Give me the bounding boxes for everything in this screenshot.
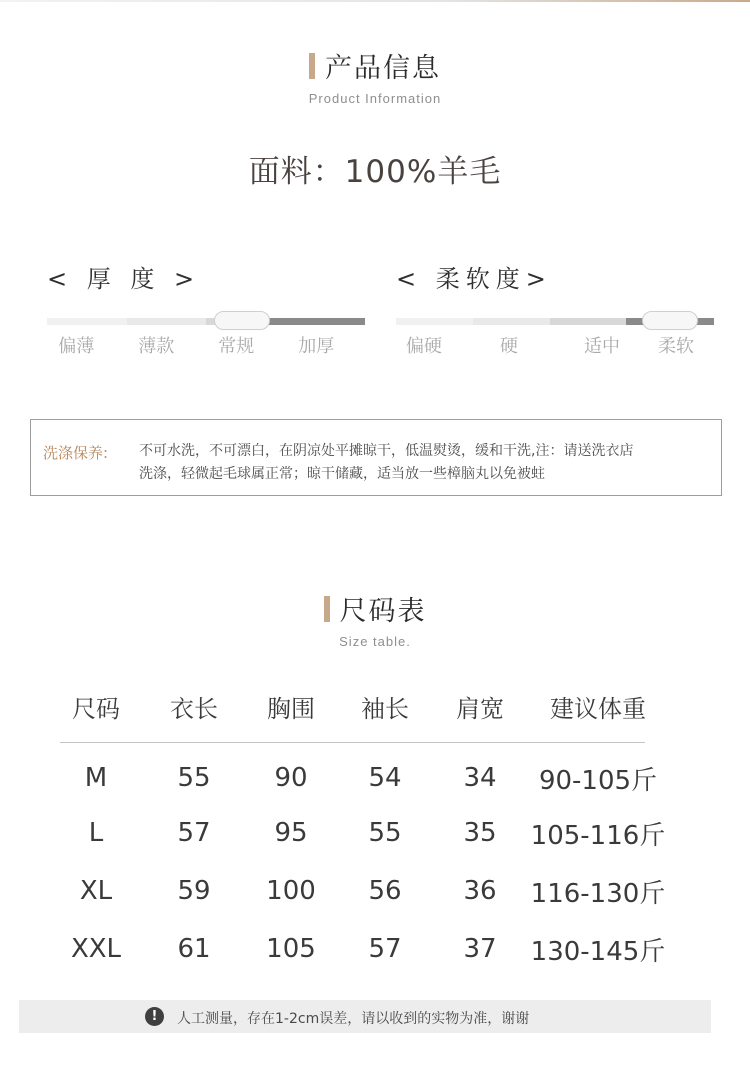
table-cell: 34 [463, 763, 497, 793]
thickness-indicator [214, 311, 270, 330]
title-accent-bar [309, 53, 315, 79]
softness-indicator [642, 311, 698, 330]
care-text [139, 440, 699, 486]
exclamation-icon: ! [145, 1007, 164, 1026]
column-header: 袖长 [361, 694, 409, 723]
care-label: 洗涤保养: [43, 444, 109, 462]
product-info-header [0, 46, 750, 106]
table-cell: 95 [274, 818, 308, 848]
thickness-track [47, 318, 365, 325]
thickness-level-label: 常规 [218, 336, 255, 357]
product-info-title-text: 产品信息 [325, 53, 441, 84]
track-segment [47, 318, 127, 325]
material-label: 面料：100%羊毛 [248, 154, 502, 190]
size-table-header [0, 589, 750, 649]
table-row [48, 746, 668, 804]
table-cell: 37 [463, 934, 497, 964]
table-row [48, 804, 668, 862]
table-cell: 54 [368, 763, 402, 793]
track-segment [550, 318, 626, 325]
softness-level-label: 柔软 [658, 336, 694, 357]
size-table-divider [60, 742, 645, 743]
column-header: 衣长 [170, 694, 218, 723]
column-header: 肩宽 [456, 694, 504, 723]
table-cell: 59 [177, 876, 211, 906]
title-accent-bar [324, 596, 330, 622]
table-cell: 116-130斤 [530, 878, 666, 909]
table-cell: 57 [177, 818, 211, 848]
thickness-level-label: 加厚 [298, 336, 335, 357]
size-table-header-row [48, 684, 668, 728]
table-cell: 105 [266, 934, 316, 964]
table-cell: XL [79, 876, 113, 906]
top-divider [0, 0, 750, 2]
table-cell: L [88, 818, 104, 848]
softness-level-label: 偏硬 [406, 336, 442, 357]
table-cell: XXL [70, 934, 122, 964]
softness-level-label: 硬 [500, 336, 518, 357]
table-cell: 61 [177, 934, 211, 964]
thickness-level-label: 薄款 [138, 336, 175, 357]
table-cell: M [84, 763, 108, 793]
size-table [48, 684, 668, 978]
size-table-title-text: 尺码表 [339, 596, 427, 627]
table-cell: 105-116斤 [530, 820, 666, 851]
table-row [48, 920, 668, 978]
thickness-labels [47, 332, 365, 358]
column-header: 胸围 [267, 694, 315, 723]
softness-title: < 柔软度> [396, 265, 552, 293]
table-cell: 100 [266, 876, 316, 906]
table-row [48, 862, 668, 920]
measurement-note [19, 1000, 711, 1033]
table-cell: 90-105斤 [538, 765, 658, 796]
product-info-subtitle: Product Information [308, 91, 442, 106]
track-segment [396, 318, 473, 325]
care-text-line: 不可水洗，不可漂白，在阴凉处平摊晾干，低温熨烫，缓和干洗,注：请送洗衣店 [139, 443, 634, 459]
table-cell: 55 [368, 818, 402, 848]
size-table-subtitle: Size table. [339, 634, 411, 649]
table-cell: 35 [463, 818, 497, 848]
product-info-title [309, 46, 441, 85]
measurement-note-text: 人工测量，存在1-2cm误差，请以收到的实物为准，谢谢 [177, 1011, 530, 1027]
table-cell: 130-145斤 [530, 936, 666, 967]
softness-level-label: 适中 [584, 336, 620, 357]
table-cell: 90 [274, 763, 308, 793]
table-cell: 36 [463, 876, 497, 906]
softness-labels [396, 332, 714, 358]
care-text-line: 洗涤，轻微起毛球属正常；晾干储藏，适当放一些樟脑丸以免被蛀 [139, 466, 545, 482]
table-cell: 57 [368, 934, 402, 964]
thickness-title: < 厚 度 > [47, 265, 201, 293]
column-header: 建议体重 [550, 694, 646, 723]
table-cell: 55 [177, 763, 211, 793]
size-table-title [324, 589, 427, 628]
thickness-level-label: 偏薄 [58, 336, 95, 357]
care-instructions-box [30, 419, 722, 496]
column-header: 尺码 [72, 694, 120, 723]
track-segment [473, 318, 550, 325]
track-segment [127, 318, 206, 325]
table-cell: 56 [368, 876, 402, 906]
softness-scale [396, 262, 714, 357]
thickness-scale [47, 262, 365, 357]
